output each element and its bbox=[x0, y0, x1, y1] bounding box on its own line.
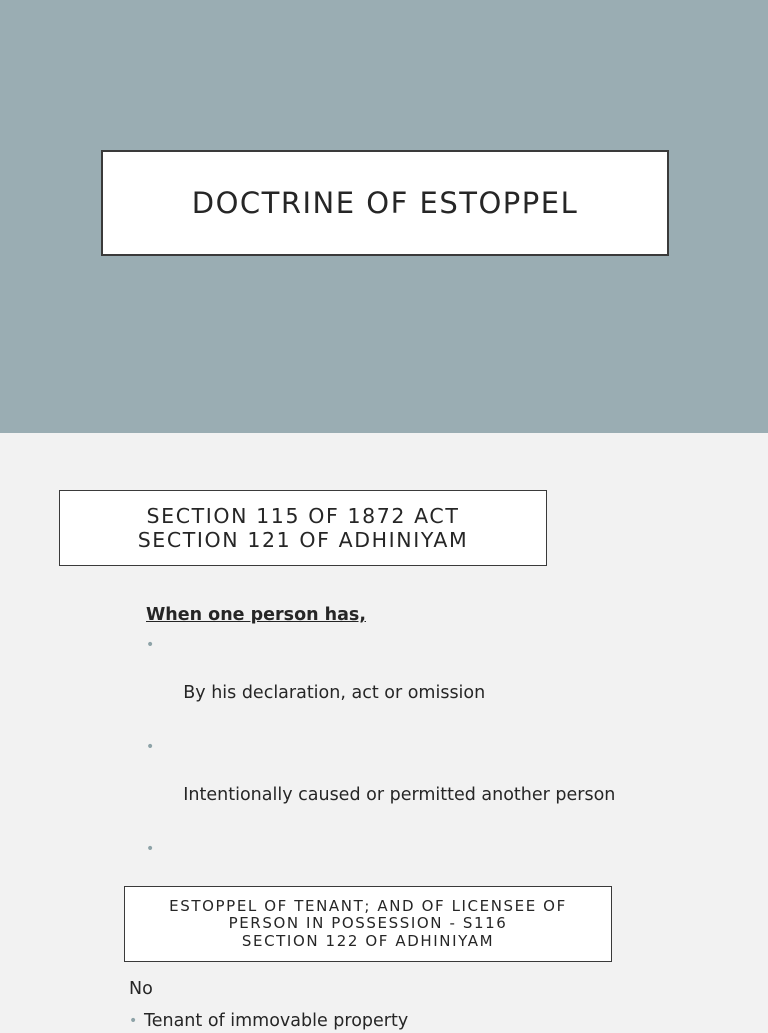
estoppel-title-line-3: SECTION 122 OF ADHINIYAM bbox=[241, 931, 495, 950]
estoppel-title-line-2: PERSON IN POSSESSION - S116 bbox=[228, 914, 508, 933]
title-slide bbox=[0, 0, 768, 433]
section-title-line-2: SECTION 121 OF ADHINIYAM bbox=[137, 528, 469, 552]
bullet-text: By his declaration, act or omission bbox=[183, 683, 486, 703]
bullet-item bbox=[146, 633, 616, 729]
section-title-box bbox=[59, 490, 547, 566]
bullet-text: Tenant of immovable property bbox=[144, 1011, 409, 1031]
slide-body bbox=[146, 603, 616, 867]
slide3-body bbox=[129, 977, 629, 1033]
bullet-icon: • bbox=[146, 739, 155, 755]
section-title-line-1: SECTION 115 OF 1872 ACT bbox=[146, 504, 460, 528]
slide-title: DOCTRINE OF ESTOPPEL bbox=[191, 186, 579, 220]
body-heading-1: When one person has, bbox=[146, 605, 366, 625]
plain-text: No bbox=[129, 979, 153, 999]
bullet-icon: • bbox=[146, 841, 155, 857]
bullet-icon: • bbox=[146, 637, 155, 653]
bullet-text: Intentionally caused or permitted another person bbox=[183, 785, 616, 805]
bullet-item bbox=[129, 1009, 629, 1033]
bullet-item bbox=[146, 735, 616, 831]
bullet-icon: • bbox=[129, 1013, 138, 1029]
estoppel-title-box bbox=[124, 886, 612, 962]
bullet-item bbox=[146, 837, 616, 867]
title-box bbox=[101, 150, 669, 256]
estoppel-title-line-1: ESTOPPEL OF TENANT; AND OF LICENSEE OF bbox=[169, 896, 567, 915]
